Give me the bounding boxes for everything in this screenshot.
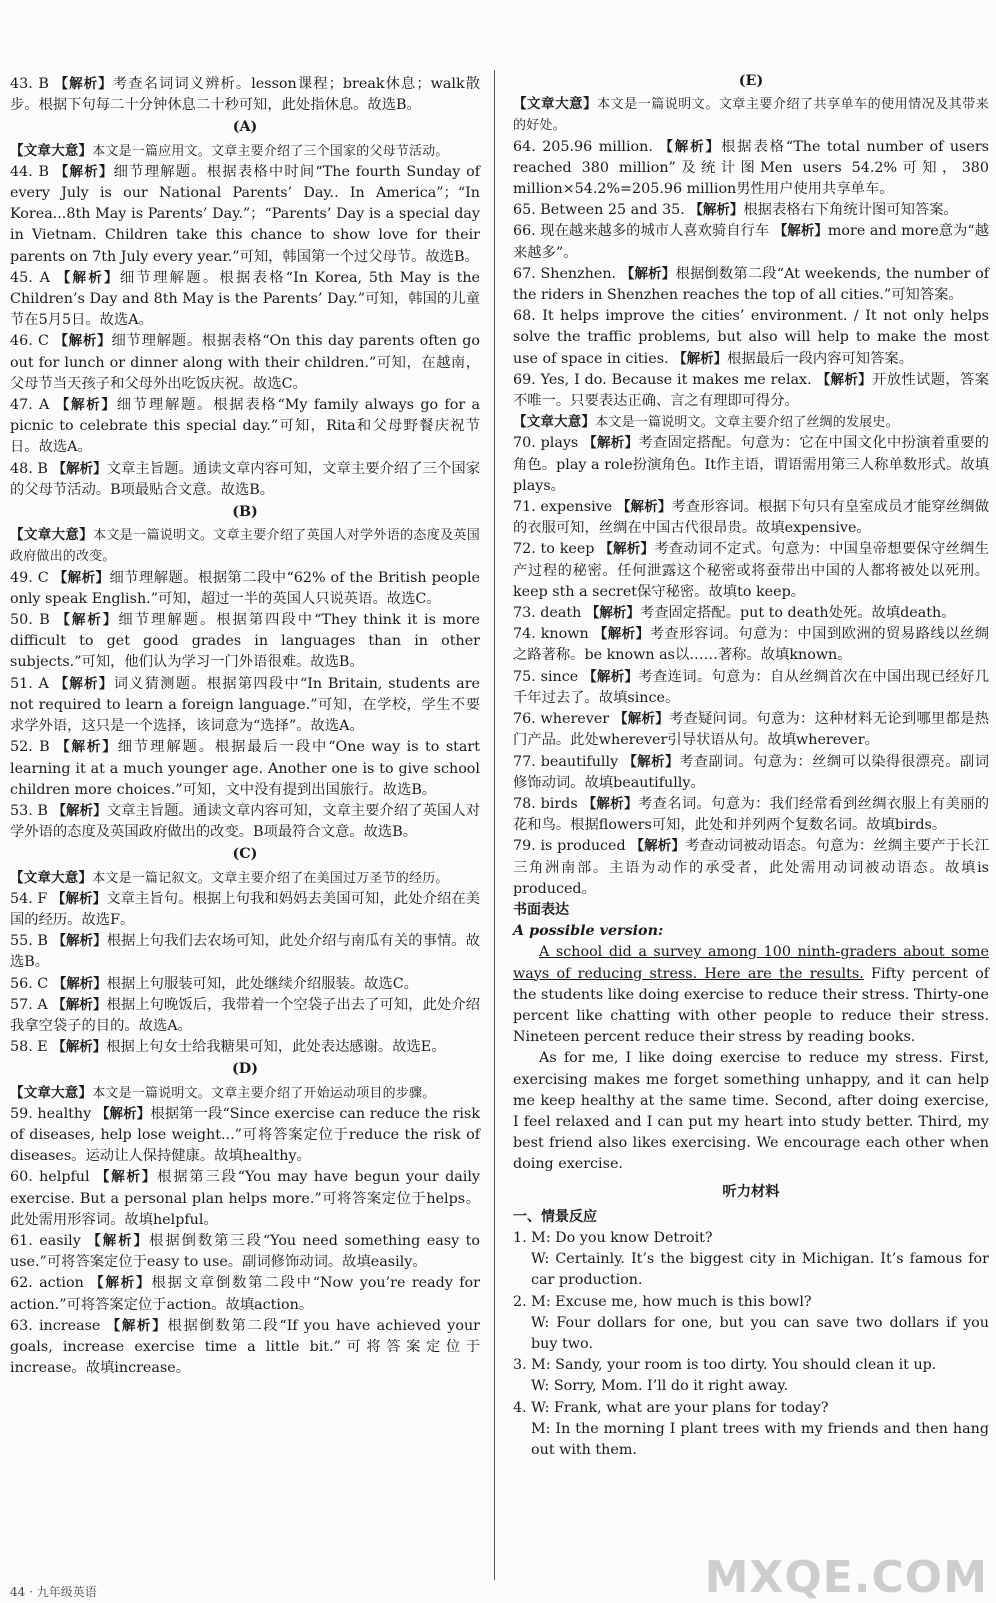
summary-text: 本文是一篇说明文。文章主要介绍了丝绸的发展史。 — [595, 415, 899, 431]
dialogue-line: 4. W: Frank, what are your plans for today? — [513, 1399, 829, 1416]
answer-item — [513, 667, 989, 709]
answer-number: 54. F — [10, 890, 52, 907]
analysis-text: 考查固定搭配。put to death处死。故填death。 — [639, 605, 956, 622]
answer-number: 69. Yes, I do. Because it makes me relax. — [513, 371, 817, 388]
answer-item — [10, 974, 480, 995]
page-footer: 44 · 九年级英语 — [10, 1585, 97, 1599]
analysis-label: 【解析】 — [106, 1317, 168, 1334]
essay-paragraph: As for me, I like doing exercise to reduce my stress. First, exercising makes me forget something unhappy, and it can help me keep healthy at the same time. Second, after doing exercise, I feel relaxed and I can put my heart into study better. Third, my best friend also likes exercising. We encourage each other when doing exercise. — [513, 1050, 989, 1173]
summary-label: 【文章大意】 — [10, 869, 93, 886]
answer-item — [513, 836, 989, 900]
section-heading: (A) — [232, 119, 258, 136]
answer-number: 56. C — [10, 975, 53, 992]
answer-number: 57. A — [10, 996, 53, 1013]
section-title: 书面表达 — [513, 901, 569, 918]
analysis-label: 【解析】 — [54, 76, 113, 92]
analysis-label: 【解析】 — [52, 460, 107, 477]
summary-text: 本文是一篇记叙文。文章主要介绍了在美国过万圣节的经历。 — [92, 870, 449, 886]
left-column — [10, 74, 480, 1379]
answer-item — [10, 1273, 480, 1315]
article-summary — [10, 868, 480, 889]
dialogue-line: 1. M: Do you know Detroit? — [513, 1229, 713, 1246]
answer-item — [10, 995, 480, 1037]
analysis-label: 【解析】 — [54, 333, 112, 350]
analysis-text: 考查固定搭配。句意为：它在中国文化中扮演着重要的角色。play a role扮演角色。It作主语，谓语需用第三人称单数形式。故填plays。 — [513, 435, 989, 494]
answer-item — [513, 539, 989, 603]
analysis-text: 考查动词被动语态。句意为：丝绸主要产于长江三角洲南部。主语为动作的承受者，此处需用动词被动语态。故填is produced。 — [513, 838, 990, 897]
dialogue-line: 2. M: Excuse me, how much is this bowl? — [513, 1293, 812, 1310]
analysis-label: 【解析】 — [623, 753, 680, 770]
answer-item — [513, 709, 989, 751]
answer-item — [513, 603, 989, 624]
analysis-label: 【解析】 — [620, 265, 676, 282]
analysis-text: 根据倒数第二段“At weekends, the number of the riders in Shenzhen reaches the top of all cities.”可知答案。 — [513, 265, 990, 304]
analysis-label: 【解析】 — [582, 795, 638, 812]
analysis-label: 【解析】 — [95, 1169, 158, 1186]
section-heading: (C) — [232, 846, 258, 863]
essay-underlined: A school did a survey among 100 ninth-graders about some ways of reducing stress. Here are the results. — [513, 944, 989, 982]
answer-number: 55. B — [10, 933, 53, 950]
answer-item — [10, 1316, 480, 1380]
answer-item — [513, 221, 989, 263]
section-heading: (D) — [232, 1061, 258, 1078]
analysis-text: 根据最后一段内容可知答案。 — [727, 350, 913, 367]
analysis-label: 【解析】 — [56, 739, 118, 756]
answer-number: 65. Between 25 and 35. — [513, 202, 690, 219]
article-summary — [513, 412, 989, 433]
answer-item — [10, 737, 480, 801]
answer-item — [513, 624, 989, 666]
analysis-text: 开放性试题，答案不唯一。只要表达正确、言之有理即可得分。 — [513, 371, 990, 410]
answer-item — [513, 306, 989, 370]
analysis-text: 考查动词不定式。句意为：中国皇帝想要保守丝绸生产过程的秘密。任何泄露这个秘密或将蚕带出中国的人都将被处以死刑。keep sth a secret保守秘密。故填to keep。 — [513, 541, 989, 600]
answer-item — [10, 1167, 480, 1231]
analysis-label: 【解析】 — [585, 605, 640, 622]
answer-number: 64. 205.96 million. — [513, 138, 660, 155]
answer-number: 60. helpful — [10, 1169, 96, 1186]
analysis-label: 【解析】 — [616, 499, 672, 516]
summary-label: 【文章大意】 — [10, 527, 94, 544]
answer-item — [10, 610, 480, 674]
analysis-label: 【解析】 — [95, 1105, 151, 1122]
summary-text: 本文是一篇应用文。文章主要介绍了三个国家的父母节活动。 — [92, 143, 449, 159]
analysis-text: 考查形容词。根据下句只有皇室成员才能穿丝绸做的衣服可知，丝绸在中国古代很昂贵。故填expensive。 — [513, 499, 990, 537]
answer-number: 49. C — [10, 569, 54, 586]
section-heading: (B) — [232, 504, 258, 521]
answer-item — [10, 889, 480, 931]
answer-number: 72. to keep — [513, 541, 600, 558]
summary-text: 本文是一篇说明文。文章主要介绍了英国人对学外语的态度及英国政府做出的改变。 — [10, 528, 480, 565]
answer-number: 51. A — [10, 675, 55, 692]
analysis-text: 考查名词。句意为：我们经常看到丝绸衣服上有美丽的花和鸟。根据flowers可知，此处和并列两个复数名词。故填birds。 — [513, 795, 990, 834]
section-title: 一、情景反应 — [513, 1208, 597, 1225]
analysis-text: 根据第一段“Since exercise can reduce the risk of diseases, help lose weight...”可将答案定位于reduce the risk of diseases。运动让人保持健康。故填healthy。 — [10, 1105, 481, 1165]
answer-number: 75. since — [513, 668, 584, 685]
essay-text: Fifty percent of the students like doing exercise to reduce their stress. Thirty-one percent like chatting with other people to reduce their stress. Nineteen percent reduce their stress by reading books. — [513, 965, 989, 1046]
analysis-text: 细节理解题。根据表格“On this day parents often go out for lunch or dinner along with their children.”可知，在越南，父母节当天孩子和父母外出吃饭庆祝。故选C。 — [10, 333, 481, 392]
answer-item — [10, 395, 480, 459]
answer-number: 68. It helps improve the cities’ environment. / It not only helps solve the traffic problems, but also will help to make the most use of space in cities. — [513, 308, 989, 367]
answer-item — [10, 568, 480, 610]
watermark-logo: MXQE.COM — [704, 1551, 988, 1603]
answer-item — [10, 268, 480, 332]
answer-number: 47. A — [10, 397, 56, 414]
analysis-text: 细节理解题。根据表格“In Korea, 5th May is the Children’s Day and 8th May is the Parents’ Day.”可知，韩国的儿童节在5月5日。故选A。 — [10, 269, 480, 329]
article-summary — [513, 94, 989, 136]
analysis-text: more and more意为“越来越多”。 — [513, 223, 990, 261]
analysis-text: 文章主旨题。通读文章内容可知，文章主要介绍了三个国家的父母节活动。B项最贴合文意。故选B。 — [10, 460, 480, 498]
answer-number: 46. C — [10, 333, 55, 350]
analysis-text: 根据上句晚饭后，我带着一个空袋子出去了可知，此处介绍我拿空袋子的目的。故选A。 — [10, 996, 481, 1034]
answer-number: 44. B — [10, 163, 55, 180]
analysis-label: 【解析】 — [54, 163, 114, 180]
analysis-label: 【解析】 — [816, 371, 873, 388]
analysis-text: 根据倒数第三段“You need something easy to use.”可将答案定位于easy to use。副词修饰动词。故填easily。 — [10, 1232, 481, 1271]
analysis-label: 【解析】 — [51, 890, 107, 907]
answer-item — [10, 162, 480, 268]
answer-item — [513, 370, 989, 412]
summary-text: 本文是一篇说明文。文章主要介绍了共享单车的使用情况及其带来的好处。 — [513, 97, 989, 134]
analysis-text: 考查连词。句意为：自从丝绸首次在中国出现已经好几千年过去了。故填since。 — [513, 668, 990, 706]
listening-title: 听力材料 — [722, 1183, 780, 1200]
answer-number: 48. B — [10, 460, 53, 477]
dialogue-reply: W: Four dollars for one, but you can save two dollars if you buy two. — [531, 1314, 989, 1352]
dialogue-reply: W: Certainly. It’s the biggest city in Michigan. It’s famous for car production. — [531, 1251, 989, 1289]
answer-number: 73. death — [513, 605, 586, 622]
article-summary — [10, 141, 480, 162]
answer-number: 76. wherever — [513, 711, 614, 728]
analysis-text: 根据上句服装可知，此处继续介绍服装。故选C。 — [106, 975, 418, 992]
summary-label: 【文章大意】 — [513, 414, 596, 431]
analysis-text: 考查形容词。句意为：中国到欧洲的贸易路线以丝绸之路著称。be known as以……著称。故填known。 — [513, 626, 990, 664]
analysis-text: 细节理解题。根据第四段中“They think it is more difficult to get good grades in languages than in other subjects.”可知，他们认为学习一门外语很难。故选B。 — [10, 612, 480, 671]
answer-number: 58. E — [10, 1039, 53, 1056]
dialogue-reply: M: In the morning I plant trees with my friends and then hang out with them. — [531, 1420, 989, 1458]
analysis-label: 【解析】 — [593, 626, 650, 643]
answer-number: 50. B — [10, 612, 57, 629]
answer-item — [10, 1104, 480, 1168]
analysis-label: 【解析】 — [54, 675, 114, 692]
answer-number: 43. B — [10, 76, 55, 92]
article-summary — [10, 525, 480, 567]
analysis-text: 考查副词。句意为：丝绸可以染得很漂亮。副词修饰动词。故填beautifully。 — [513, 753, 990, 791]
analysis-label: 【解析】 — [659, 138, 722, 155]
section-heading: (E) — [738, 73, 764, 89]
essay-paragraph — [513, 942, 989, 1048]
analysis-text: 文章主旨题。通读文章内容可知，文章主要介绍了英国人对学外语的态度及英国政府做出的改变。B项最符合文意。故选B。 — [10, 802, 480, 841]
analysis-text: 细节理解题。根据最后一段中“One way is to start learning it at a much younger age. Another one is to give school children more choices.”可知，文中没有提到出国旅行。故选B。 — [10, 739, 480, 798]
answer-item — [10, 1231, 480, 1273]
analysis-text: 考查疑问词。句意为：这种材料无论到哪里都是热门产品。此处wherever引导状语从句。故填wherever。 — [513, 711, 990, 749]
summary-label: 【文章大意】 — [10, 1084, 93, 1101]
answer-number: 74. known — [513, 626, 594, 643]
analysis-text: 文章主旨句。根据上句我和妈妈去美国可知，此处介绍在美国的经历。故选F。 — [10, 890, 481, 928]
analysis-label: 【解析】 — [689, 202, 744, 219]
answer-number: 45. A — [10, 269, 57, 286]
analysis-label: 【解析】 — [53, 569, 110, 586]
analysis-label: 【解析】 — [56, 612, 119, 629]
analysis-label: 【解析】 — [56, 269, 120, 286]
summary-text: 本文是一篇说明文。文章主要介绍了开始运动项目的步骤。 — [92, 1085, 436, 1101]
answer-item — [10, 331, 480, 395]
analysis-label: 【解析】 — [52, 1039, 107, 1056]
answer-number: 62. action — [10, 1275, 91, 1292]
analysis-label: 【解析】 — [87, 1232, 150, 1249]
summary-label: 【文章大意】 — [513, 96, 598, 113]
answer-item — [10, 1037, 480, 1058]
answer-item — [513, 752, 989, 794]
analysis-text: 考查名词词义辨析。lesson课程；break休息；walk散步。根据下句每二十分钟休息二十秒可知，此处指休息。故选B。 — [10, 76, 481, 114]
answer-number: 59. healthy — [10, 1105, 96, 1122]
dialogue-line: 3. M: Sandy, your room is too dirty. You should clean it up. — [513, 1357, 937, 1374]
analysis-text: 词义猜测题。根据第四段中“In Britain, students are not required to learn a foreign language.”可知，在学校，学生不要求学外语，这只是一个选择，该词意为“选择”。故选A。 — [10, 675, 480, 735]
answer-number: 77. beautifully — [513, 753, 624, 770]
analysis-text: 根据上句女士给我糖果可知，此处表达感谢。故选E。 — [106, 1039, 446, 1056]
answer-item — [10, 674, 480, 738]
answer-number: 70. plays — [513, 435, 584, 452]
answer-item — [513, 794, 989, 836]
answer-number: 79. is produced — [513, 838, 631, 855]
answer-item — [10, 801, 480, 843]
answer-number: 66. 现在越来越多的城市人喜欢骑自行车 — [513, 223, 774, 240]
column-divider — [494, 70, 495, 1580]
answer-item — [10, 74, 480, 116]
article-summary — [10, 1083, 480, 1104]
answer-item — [10, 931, 480, 973]
answer-item — [513, 433, 989, 497]
right-column — [513, 70, 989, 1461]
answer-number: 52. B — [10, 739, 57, 756]
answer-item — [513, 264, 989, 306]
answer-number: 63. increase — [10, 1317, 107, 1334]
answer-item — [513, 200, 989, 221]
analysis-label: 【解析】 — [673, 350, 728, 367]
dialogue-reply: W: Sorry, Mom. I’ll do it right away. — [531, 1378, 789, 1395]
analysis-label: 【解析】 — [773, 223, 828, 240]
analysis-text: 细节理解题。根据表格中时间“The fourth Sunday of every July is our National Parents’ Day.. In America”；“In Korea...8th May is Parents’ Day.”；“Parents’ Day is a special day in Vietnam. Children take this chance to show love for their parents on 7th July every year.”可知，韩国第一个过父母节。故选B。 — [10, 163, 480, 265]
answer-number: 53. B — [10, 802, 53, 819]
answer-item — [513, 137, 989, 201]
analysis-label: 【解析】 — [55, 397, 117, 414]
answer-item — [10, 459, 480, 501]
answer-number: 67. Shenzhen. — [513, 265, 621, 282]
analysis-text: 根据第三段“You may have begun your daily exercise. But a personal plan helps more.”可将答案定位于helps。此处需用形容词。故填helpful。 — [10, 1169, 480, 1228]
analysis-text: 根据上句我们去农场可知，此处介绍与南瓜有关的事情。故选B。 — [10, 933, 480, 971]
analysis-label: 【解析】 — [52, 975, 107, 992]
answer-number: 61. easily — [10, 1232, 88, 1249]
analysis-text: 根据文章倒数第二段中“Now you’re ready for action.”可将答案定位于action。故填action。 — [10, 1275, 481, 1313]
analysis-label: 【解析】 — [90, 1275, 152, 1292]
analysis-label: 【解析】 — [52, 802, 107, 819]
analysis-label: 【解析】 — [613, 711, 669, 728]
analysis-label: 【解析】 — [630, 838, 686, 855]
summary-label: 【文章大意】 — [10, 142, 93, 159]
analysis-text: 细节理解题。根据表格“My family always go for a picnic to celebrate this special day.”可知，Rita和父母野餐庆祝节日。故选A。 — [10, 397, 480, 456]
analysis-label: 【解析】 — [599, 541, 655, 558]
analysis-text: 根据表格“The total number of users reached 380 million”及统计图Men users 54.2%可知，380 million×54.2%=205.96 million男性用户使用共享单车。 — [513, 138, 989, 198]
analysis-label: 【解析】 — [583, 668, 639, 685]
analysis-label: 【解析】 — [52, 933, 107, 950]
analysis-label: 【解析】 — [52, 996, 107, 1013]
answer-number: 71. expensive — [513, 499, 617, 516]
answer-item — [513, 497, 989, 539]
analysis-text: 根据表格右下角统计图可知答案。 — [743, 202, 958, 219]
answer-number: 78. birds — [513, 795, 583, 812]
analysis-text: 细节理解题。根据第二段中“62% of the British people only speak English.”可知，超过一半的英国人只说英语。故选C。 — [10, 569, 481, 607]
analysis-text: 根据倒数第二段“If you have achieved your goals, increase exercise time a little bit.”可将答案定位于increase。故填increase。 — [10, 1317, 481, 1377]
essay-heading: A possible version: — [513, 923, 664, 940]
analysis-label: 【解析】 — [583, 435, 639, 452]
